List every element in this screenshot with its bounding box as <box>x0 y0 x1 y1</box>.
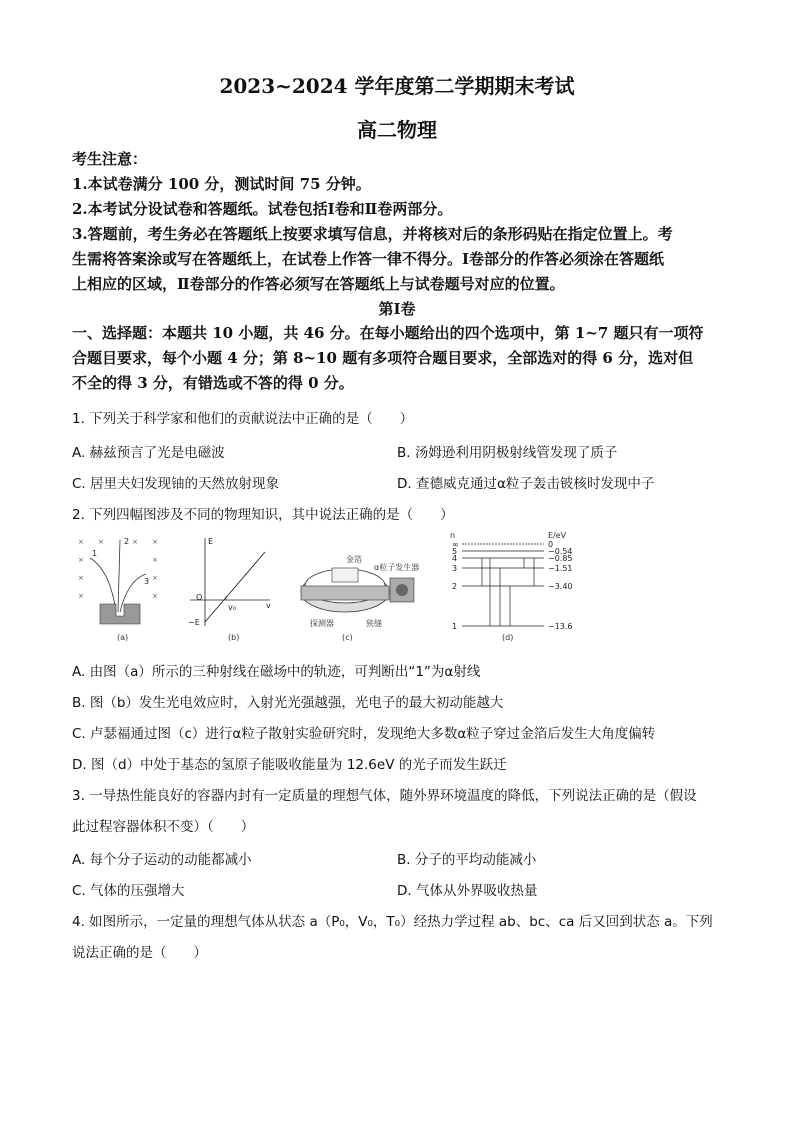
figure-c-source-label: α粒子发生器 <box>374 563 420 572</box>
figure-c-caption: (c) <box>342 633 353 642</box>
q4-stem-line-2: 说法正确的是（ ） <box>72 945 207 961</box>
svg-text:×: × <box>78 538 84 546</box>
notice-item-1: 1.本试卷满分 100 分，测试时间 75 分钟。 <box>72 175 371 193</box>
notice-item-3-line-3: 上相应的区域，Ⅱ卷部分的作答必须写在答题纸上与试卷题号对应的位置。 <box>72 275 565 293</box>
q2-option-a: A. 由图（a）所示的三种射线在磁场中的轨迹，可判断出“1”为α射线 <box>72 664 481 680</box>
q3-stem-line-1: 3. 一导热性能良好的容器内封有一定质量的理想气体，随外界环境温度的降低，下列说法正确的是（假设 <box>72 788 697 804</box>
figure-b-caption: (b) <box>228 633 240 642</box>
svg-text:×: × <box>78 592 84 600</box>
svg-text:v: v <box>266 601 271 610</box>
svg-text:O: O <box>196 593 203 602</box>
energy-level-value: −0.85 <box>548 554 573 563</box>
energy-level-n: ∞ <box>452 540 459 549</box>
notice-heading: 考生注意： <box>72 150 148 168</box>
q3-stem-line-2: 此过程容器体积不变）（ ） <box>72 819 255 835</box>
svg-text:×: × <box>152 592 158 600</box>
figure-c-slit-label: 狭缝 <box>366 619 382 628</box>
energy-level-value: −0.54 <box>548 547 573 556</box>
figure-c <box>301 554 419 642</box>
exam-title: 2023~2024 学年度第二学期期末考试 <box>219 74 575 98</box>
energy-level-n: 1 <box>452 622 458 631</box>
q1-option-d: D. 查德威克通过α粒子轰击铍核时发现中子 <box>397 476 655 492</box>
figure-d-unit-label: E/eV <box>548 531 567 540</box>
q2-option-c: C. 卢瑟福通过图（c）进行α粒子散射实验研究时，发现绝大多数α粒子穿过金箔后发生大角度偏转 <box>72 726 656 742</box>
notice-item-3-line-2: 生需将答案涂或写在答题纸上，在试卷上作答一律不得分。Ⅰ卷部分的作答必须涂在答题纸 <box>72 250 665 268</box>
figure-c-gold-label: 金箔 <box>346 555 362 564</box>
q1-stem: 1. 下列关于科学家和他们的贡献说法中正确的是（ ） <box>72 411 414 427</box>
q2-figures <box>70 530 590 645</box>
svg-text:×: × <box>152 538 158 546</box>
section-intro-line-3: 不全的得 3 分，有错选或不答的得 0 分。 <box>72 374 354 392</box>
figure-d <box>450 531 573 642</box>
notice-item-3-line-1: 3.答题前，考生务必在答题纸上按要求填写信息，并将核对后的条形码贴在指定位置上。考 <box>72 225 673 243</box>
q4-stem-line-1: 4. 如图所示，一定量的理想气体从状态 a（P₀，V₀，T₀）经热力学过程 ab、bc、ca 后又回到状态 a。下列 <box>72 914 713 930</box>
energy-level-n: 2 <box>452 582 458 591</box>
svg-text:1: 1 <box>92 549 98 558</box>
svg-text:v₀: v₀ <box>228 603 236 612</box>
figure-b <box>188 537 271 642</box>
energy-level-value: −3.40 <box>548 582 573 591</box>
svg-text:×: × <box>98 538 104 546</box>
q3-option-c: C. 气体的压强增大 <box>72 883 185 899</box>
q1-option-a: A. 赫兹预言了光是电磁波 <box>72 445 225 461</box>
notice-item-2: 2.本考试分设试卷和答题纸。试卷包括Ⅰ卷和Ⅱ卷两部分。 <box>72 200 453 218</box>
svg-text:×: × <box>78 574 84 582</box>
svg-text:3: 3 <box>144 577 150 586</box>
section-intro-line-2: 合题目要求，每个小题 4 分；第 8~10 题有多项符合题目要求，全部选对的得 6 分，选对但 <box>72 349 694 367</box>
figure-c-detector-label: 探测器 <box>310 619 334 628</box>
section-title: 第Ⅰ卷 <box>378 300 416 318</box>
svg-text:E: E <box>208 537 214 546</box>
q3-option-a: A. 每个分子运动的动能都减小 <box>72 852 252 868</box>
svg-text:×: × <box>152 556 158 564</box>
svg-text:2: 2 <box>124 537 130 546</box>
q2-stem: 2. 下列四幅图涉及不同的物理知识，其中说法正确的是（ ） <box>72 507 454 523</box>
svg-text:×: × <box>132 538 138 546</box>
energy-level-n: 5 <box>452 547 458 556</box>
figure-d-caption: (d) <box>502 633 514 642</box>
q3-option-b: B. 分子的平均动能减小 <box>397 852 537 868</box>
exam-subject: 高二物理 <box>357 118 437 142</box>
q1-option-c: C. 居里夫妇发现铀的天然放射现象 <box>72 476 280 492</box>
q2-option-b: B. 图（b）发生光电效应时，入射光光强越强，光电子的最大初动能越大 <box>72 695 504 711</box>
q3-option-d: D. 气体从外界吸收热量 <box>397 883 538 899</box>
figure-d-n-label: n <box>450 531 456 540</box>
section-intro-line-1: 一、选择题：本题共 10 小题，共 46 分。在每小题给出的四个选项中，第 1~7 题只有一项符 <box>72 324 704 342</box>
q1-option-b: B. 汤姆逊利用阴极射线管发现了质子 <box>397 445 618 461</box>
figure-a <box>78 537 158 642</box>
energy-level-value: −13.6 <box>548 622 573 631</box>
energy-level-n: 3 <box>452 564 458 573</box>
q2-option-d: D. 图（d）中处于基态的氢原子能吸收能量为 12.6eV 的光子而发生跃迁 <box>72 757 507 773</box>
energy-level-value: 0 <box>548 540 554 549</box>
svg-text:−E: −E <box>188 618 200 627</box>
energy-level-n: 4 <box>452 554 458 563</box>
figure-a-caption: (a) <box>117 633 129 642</box>
svg-text:×: × <box>152 574 158 582</box>
energy-level-value: −1.51 <box>548 564 573 573</box>
svg-text:×: × <box>78 556 84 564</box>
